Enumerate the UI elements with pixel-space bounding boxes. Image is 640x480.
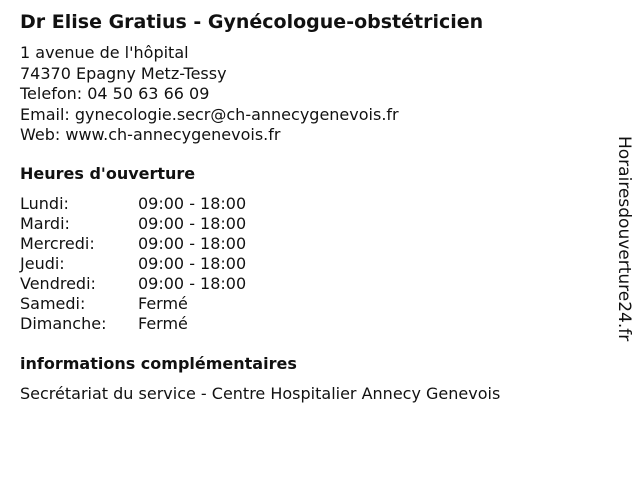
hours-value: 09:00 - 18:00 [138,214,247,233]
hours-value: 09:00 - 18:00 [138,274,247,293]
day-label: Vendredi: [20,274,96,293]
additional-info-text: Secrétariat du service - Centre Hospitalier Annecy Genevois [20,384,501,403]
day-label: Lundi: [20,194,69,213]
hours-value: 09:00 - 18:00 [138,194,247,213]
hours-row-saturday [20,294,320,314]
phone-line: Telefon: 04 50 63 66 09 [20,84,210,103]
web-line: Web: www.ch-annecygenevois.fr [20,125,281,144]
city-line: 74370 Epagny Metz-Tessy [20,63,227,83]
hours-value: 09:00 - 18:00 [138,234,247,253]
email-line: Email: gynecologie.secr@ch-annecygenevois.fr [20,104,399,124]
page-title: Dr Elise Gratius - Gynécologue-obstétricien [20,11,484,33]
hours-value: 09:00 - 18:00 [138,254,247,273]
hours-value: Fermé [138,314,188,333]
hours-value: Fermé [138,294,188,313]
hours-row-friday [20,274,320,294]
day-label: Samedi: [20,294,86,313]
site-watermark: Horairesdouverture24.fr [614,136,634,342]
hours-row-tuesday [20,214,320,234]
address-block [20,43,399,146]
day-label: Jeudi: [20,254,65,273]
day-label: Mardi: [20,214,70,233]
opening-hours-heading: Heures d'ouverture [20,164,196,183]
day-label: Mercredi: [20,234,95,253]
hours-row-thursday [20,254,320,274]
opening-hours-table [20,194,320,334]
hours-row-monday [20,194,320,214]
day-label: Dimanche: [20,314,107,333]
hours-row-wednesday [20,234,320,254]
street-address: 1 avenue de l'hôpital [20,43,189,62]
hours-row-sunday [20,314,320,334]
additional-info-heading: informations complémentaires [20,354,297,373]
